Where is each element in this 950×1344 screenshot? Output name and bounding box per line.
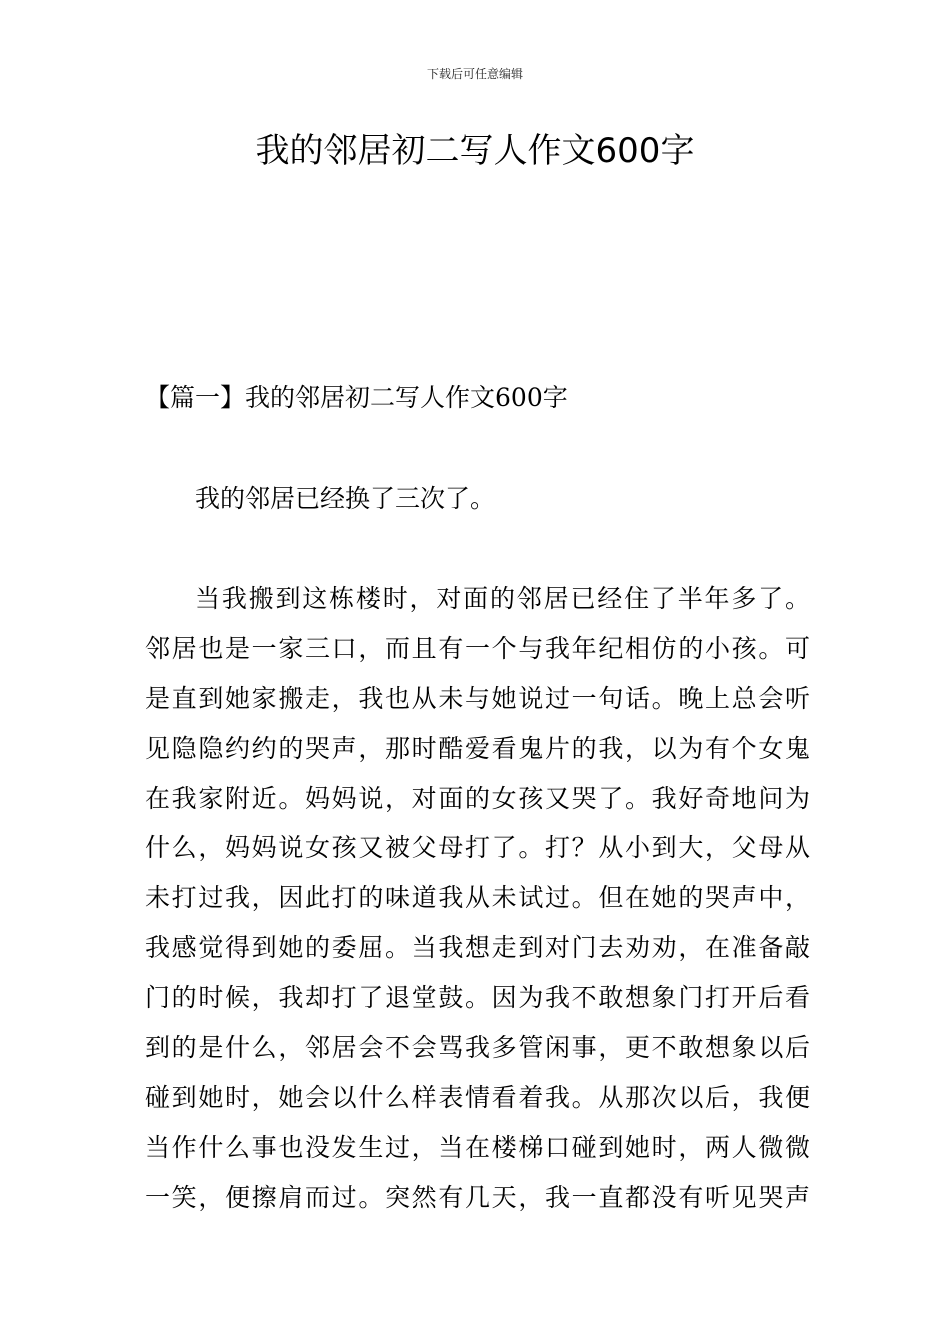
paragraph-line: 我感觉得到她的委屈。当我想走到对门去劝劝，在准备敲	[145, 933, 810, 963]
header-note: 下载后可任意编辑	[426, 67, 523, 81]
paragraph-line: 门的时候，我却打了退堂鼓。因为我不敢想象门打开后看	[145, 983, 810, 1013]
paragraph-line: 是直到她家搬走，我也从未与她说过一句话。晚上总会听	[145, 683, 810, 713]
paragraph-line: 见隐隐约约的哭声，那时酷爱看鬼片的我，以为有个女鬼	[145, 733, 810, 763]
paragraph-line: 在我家附近。妈妈说，对面的女孩又哭了。我好奇地问为	[145, 783, 810, 813]
paragraph-line: 邻居也是一家三口，而且有一个与我年纪相仿的小孩。可	[145, 633, 810, 663]
paragraph-body	[145, 579, 810, 1228]
paragraph-line: 当作什么事也没发生过，当在楼梯口碰到她时，两人微微	[145, 1132, 810, 1162]
section-heading: 【篇一】我的邻居初二写人作文600字	[145, 383, 568, 412]
document-title: 我的邻居初二写人作文600字	[255, 131, 695, 171]
paragraph-line: 未打过我，因此打的味道我从未试过。但在她的哭声中，	[145, 883, 810, 913]
paragraph-line: 当我搬到这栋楼时，对面的邻居已经住了半年多了。	[195, 584, 810, 613]
paragraph-line: 什么，妈妈说女孩又被父母打了。打？从小到大，父母从	[145, 833, 810, 863]
paragraph-line: 碰到她时，她会以什么样表情看着我。从那次以后，我便	[145, 1082, 810, 1112]
paragraph-line: 到的是什么，邻居会不会骂我多管闲事，更不敢想象以后	[145, 1033, 810, 1063]
paragraph-line: 一笑，便擦肩而过。突然有几天，我一直都没有听见哭声	[145, 1182, 810, 1212]
paragraph-intro: 我的邻居已经换了三次了。	[195, 484, 496, 513]
